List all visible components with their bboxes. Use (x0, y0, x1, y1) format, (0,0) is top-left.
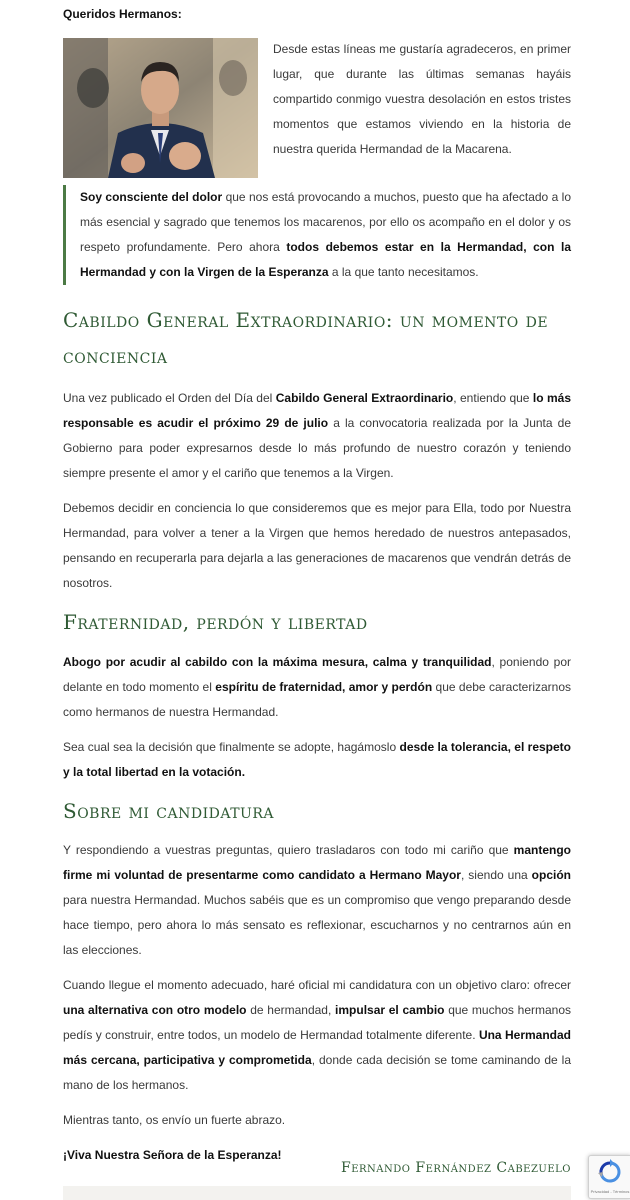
p5-text-2: , siendo una (460, 868, 532, 882)
p6-text-2: de hermandad, (246, 1003, 336, 1017)
p5-bold-2: opción (531, 868, 571, 882)
paragraph-fraternidad-2 (63, 735, 571, 785)
recaptcha-badge[interactable] (588, 1155, 630, 1199)
p1-text-1: Una vez publicado el Orden del Día del (63, 391, 276, 405)
p1-text-2: , entiendo que (453, 391, 533, 405)
p6-bold-2: impulsar el cambio (335, 1003, 445, 1017)
paragraph-fraternidad-1 (63, 650, 571, 725)
p3-bold-2: espíritu de fraternidad, amor y perdón (215, 680, 433, 694)
p4-text-1: Sea cual sea la decisión que finalmente se adopte, hagámoslo (63, 740, 400, 754)
viva-line: ¡Viva Nuestra Señora de la Esperanza! (63, 1148, 282, 1162)
p3-text-1: , poniendo por delante en todo momento el (63, 655, 571, 694)
signature: Fernando Fernández Cabezuelo (340, 1160, 571, 1176)
highlight-quote (63, 185, 571, 285)
recaptcha-links[interactable]: Privacidad - Términos (590, 1189, 630, 1194)
quote-bold-2: todos debemos estar en la Hermandad, con la Hermandad y con la Virgen de la Esperanza (80, 240, 571, 279)
p3-bold-1: Abogo por acudir al cabildo con la máxima mesura, calma y tranquilidad (63, 655, 492, 669)
quote-text-2: a la que tanto necesitamos. (328, 265, 479, 279)
p6-bold-1: una alternativa con otro modelo (63, 1003, 247, 1017)
p5-text-1: Y respondiendo a vuestras preguntas, quiero trasladaros con todo mi cariño que (63, 843, 514, 857)
footer-image-strip (63, 1186, 571, 1200)
p5-bold-1: mantengo firme mi voluntad de presentarme como candidato a Hermano Mayor (63, 843, 571, 882)
paragraph-candidatura-1 (63, 838, 571, 963)
p1-bold-2: lo más responsable es acudir el próximo 29 de julio (63, 391, 571, 430)
closing-line: Mientras tanto, os envío un fuerte abrazo. (63, 1113, 286, 1127)
quote-paragraph (80, 185, 571, 285)
quote-text-1: que nos está provocando a muchos, puesto que ha afectado a lo más esencial y sagrado que tenemos los macarenos, por ello os acompaño en el dolor y os respeto profundamente. Pero ahora (80, 190, 572, 254)
recaptcha-icon (589, 1156, 630, 1188)
p1-text-3: a la convocatoria realizada por la Junta de Gobierno para poder expresarnos desde lo más profundo de nuestro corazón y teniendo siempre presente el amor y el cariño que tenemos a la Virgen. (63, 416, 572, 480)
heading-candidatura: Sobre mi candidatura (63, 799, 274, 823)
p5-text-3: para nuestra Hermandad. Muchos sabéis que es un compromiso que vengo preparando desde hace tiempo, pero ahora lo más sensato es reflexionar, escucharnos y no centrarnos aún en las elecciones. (63, 893, 571, 957)
p1-bold-1: Cabildo General Extraordinario (275, 391, 454, 405)
p6-text-1: Cuando llegue el momento adecuado, haré oficial mi candidatura con un objetivo claro: ofrecer (63, 978, 571, 992)
paragraph-cabildo-1 (63, 386, 571, 486)
author-photo (63, 38, 258, 178)
paragraph-cabildo-2: Debemos decidir en conciencia lo que consideremos que es mejor para Ella, todo por Nuestra Hermandad, para volver a tener a la Virgen que hemos heredado de nuestros antepasados, pensando en recuperarla para dejarla a las generaciones de macarenos que vendrán detrás de nosotros. (63, 501, 571, 590)
paragraph-candidatura-2 (63, 973, 571, 1098)
heading-fraternidad: Fraternidad, perdón y libertad (63, 610, 368, 634)
quote-bold-1: Soy consciente del dolor (80, 190, 223, 204)
p6-bold-3: Una Hermandad más cercana, participativa y comprometida (63, 1028, 571, 1067)
p6-text-3: que muchos hermanos pedís y construir, entre todos, un modelo de Hermandad totalmente diferente. (63, 1003, 571, 1042)
greeting: Queridos Hermanos: (63, 7, 182, 21)
p4-bold-1: desde la tolerancia, el respeto y la total libertad en la votación. (63, 740, 571, 779)
author-photo-image (63, 38, 258, 178)
p3-text-2: que debe caracterizarnos como hermanos de nuestra Hermandad. (63, 680, 572, 719)
heading-cabildo: Cabildo General Extraordinario: un momento de conciencia (63, 308, 549, 368)
intro-paragraph: Desde estas líneas me gustaría agradeceros, en primer lugar, que durante las últimas semanas hayáis compartido conmigo vuestra desolación en estos tristes momentos que estamos viviendo en la historia de nuestra querida Hermandad de la Macarena. (273, 42, 571, 156)
p6-text-4: , donde cada decisión se tome caminando de la mano de los hermanos. (63, 1053, 572, 1092)
